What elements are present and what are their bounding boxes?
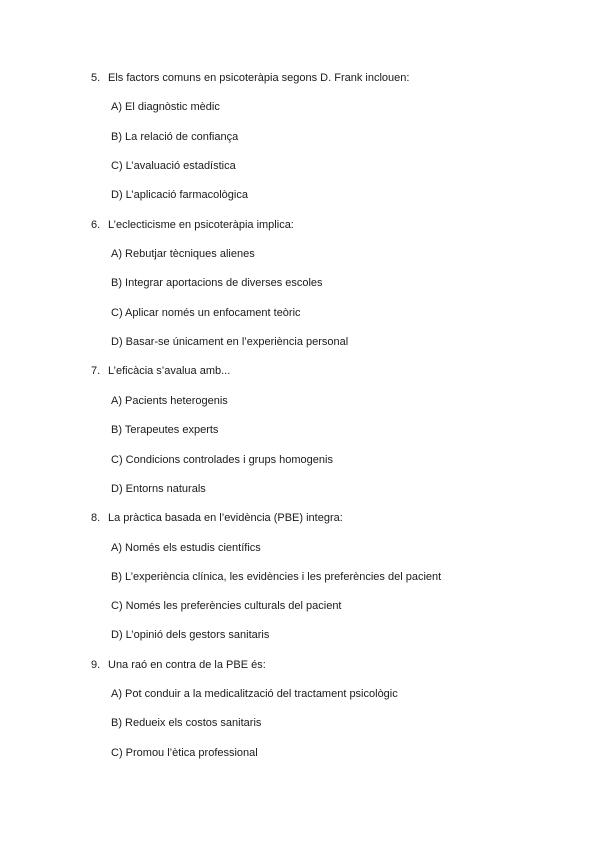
question-text: La pràctica basada en l’evidència (PBE) integra: <box>108 512 343 524</box>
option-6c: C) Aplicar només un enfocament teòric <box>111 307 301 319</box>
option-7b: B) Terapeutes experts <box>111 424 219 436</box>
option-9a: A) Pot conduir a la medicalització del tractament psicològic <box>111 688 398 700</box>
option-5b: B) La relació de confiança <box>111 131 239 143</box>
question-text: L’eficàcia s’avalua amb... <box>108 365 231 377</box>
question-8 <box>91 511 343 525</box>
question-number: 9. <box>91 659 101 671</box>
option-8a: A) Només els estudis científics <box>111 542 261 554</box>
question-number: 8. <box>91 512 101 524</box>
option-5a: A) El diagnòstic mèdic <box>111 101 220 113</box>
option-8b: B) L’experiència clínica, les evidències i les preferències del pacient <box>111 571 442 583</box>
option-9b: B) Redueix els costos sanitaris <box>111 717 262 729</box>
option-7d: D) Entorns naturals <box>111 483 206 495</box>
question-5 <box>91 71 409 85</box>
option-8c: C) Només les preferències culturals del pacient <box>111 600 342 612</box>
question-number: 6. <box>91 219 101 231</box>
option-7a: A) Pacients heterogenis <box>111 395 228 407</box>
option-5d: D) L’aplicació farmacològica <box>111 189 248 201</box>
option-8d: D) L’opinió dels gestors sanitaris <box>111 629 270 641</box>
option-6d: D) Basar-se únicament en l’experiència personal <box>111 336 349 348</box>
option-5c: C) L’avaluació estadística <box>111 160 236 172</box>
question-7 <box>91 364 230 378</box>
question-6 <box>91 218 294 232</box>
question-number: 7. <box>91 365 101 377</box>
question-text: Una raó en contra de la PBE és: <box>108 659 266 671</box>
option-6b: B) Integrar aportacions de diverses escoles <box>111 277 323 289</box>
question-9 <box>91 658 266 672</box>
option-7c: C) Condicions controlades i grups homogenis <box>111 454 333 466</box>
option-9c: C) Promou l’ètica professional <box>111 747 258 759</box>
question-text: L’eclecticisme en psicoteràpia implica: <box>108 219 294 231</box>
question-text: Els factors comuns en psicoteràpia segons D. Frank inclouen: <box>108 72 410 84</box>
option-6a: A) Rebutjar tècniques alienes <box>111 248 255 260</box>
question-number: 5. <box>91 72 101 84</box>
